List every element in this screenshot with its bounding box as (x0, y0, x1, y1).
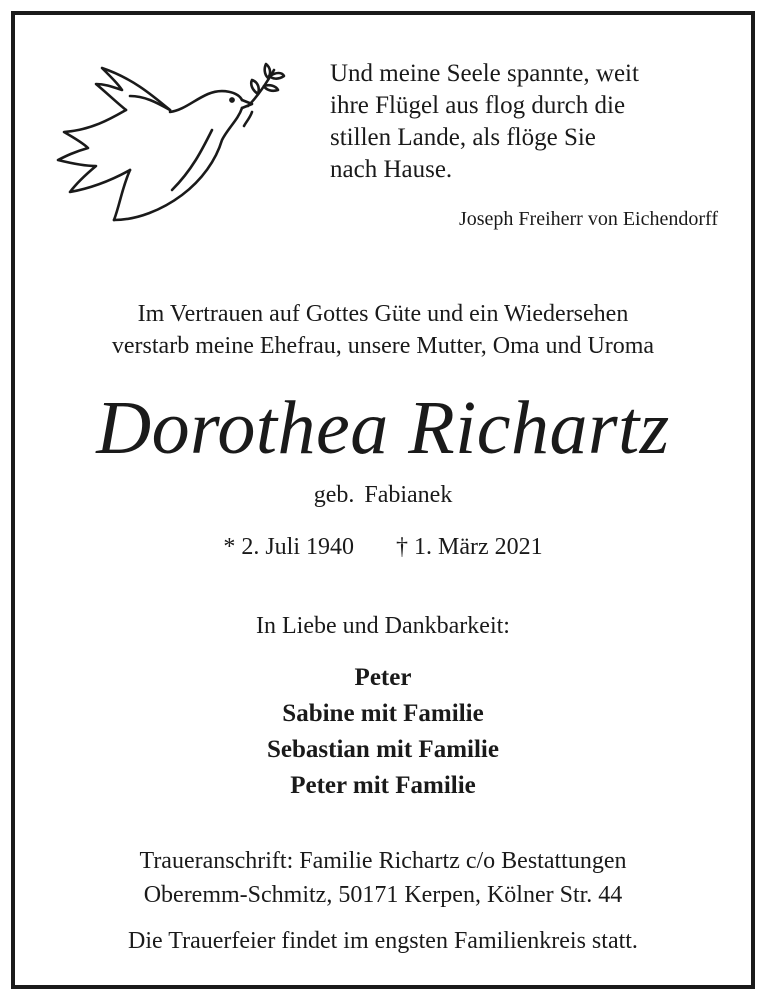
poem-line: nach Hause. (330, 156, 453, 183)
mourner-name: Peter mit Familie (290, 772, 476, 799)
address-line: Traueranschrift: Familie Richartz c/o Bestattungen (139, 848, 627, 874)
mourner-name: Sabine mit Familie (282, 700, 484, 727)
mourners-heading: In Liebe und Dankbarkeit: (256, 613, 510, 639)
intro-line: verstarb meine Ehefrau, unsere Mutter, Oma und Uroma (111, 333, 655, 359)
dove-with-olive-branch-icon (52, 60, 292, 235)
poem-author: Joseph Freiherr von Eichendorff (458, 208, 718, 230)
poem-quote (330, 58, 639, 186)
mourner-name: Sebastian mit Familie (267, 736, 499, 763)
intro-text (14, 298, 752, 362)
poem-line: stillen Lande, als flöge Sie (330, 124, 596, 151)
address-line: Oberemm-Schmitz, 50171 Kerpen, Kölner Str. 44 (143, 882, 623, 908)
birth-name: geb. Fabianek (313, 482, 453, 508)
death-date: † 1. März 2021 (396, 534, 543, 560)
mourners-list (14, 660, 752, 804)
deceased-name: Dorothea Richartz (96, 386, 670, 470)
poem-line: Und meine Seele spannte, weit (330, 60, 639, 87)
funeral-note: Die Trauerfeier findet im engsten Familienkreis statt. (128, 928, 638, 954)
mourner-name: Peter (354, 664, 412, 691)
mourning-address (14, 844, 752, 912)
life-dates (14, 534, 752, 561)
intro-line: Im Vertrauen auf Gottes Güte und ein Wiedersehen (137, 301, 629, 327)
poem-line: ihre Flügel aus flog durch die (330, 92, 626, 119)
birth-date: * 2. Juli 1940 (223, 534, 355, 560)
